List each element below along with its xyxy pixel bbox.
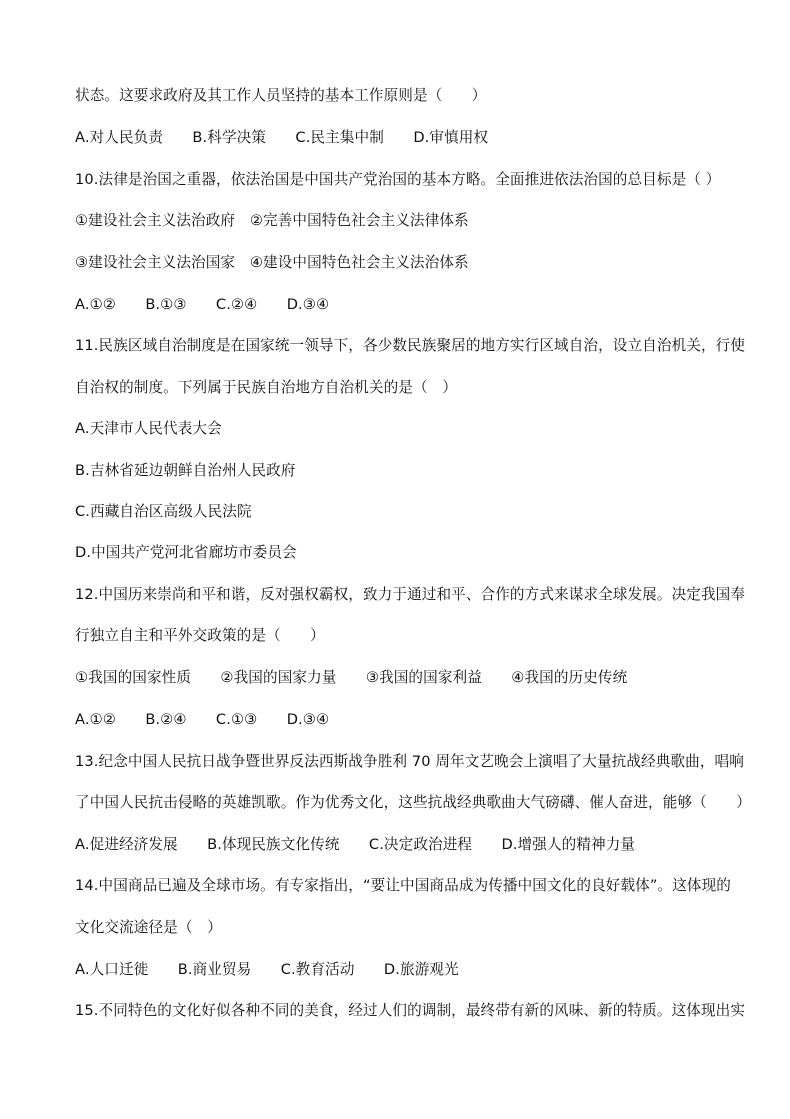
question-13-stem-line-2: 了中国人民抗击侵略的英雄凯歌。作为优秀文化，这些抗战经典歌曲大气磅礴、催人奋进，能够（ ） [75, 794, 751, 811]
question-11-option-c: C.西藏自治区高级人民法院 [75, 503, 252, 520]
question-11-option-a: A.天津市人民代表大会 [75, 420, 222, 437]
question-9-stem-end: 状态。这要求政府及其工作人员坚持的基本工作原则是（ ） [75, 87, 487, 104]
question-10-statements-3-4: ③建设社会主义法治国家 ④建设中国特色社会主义法治体系 [75, 254, 469, 271]
question-13-options: A.促进经济发展 B.体现民族文化传统 C.决定政治进程 D.增强人的精神力量 [75, 836, 636, 853]
question-14-stem-line-2: 文化交流途径是（ ） [75, 919, 222, 936]
question-11-stem-line-1: 11.民族区域自治制度是在国家统一领导下，各少数民族聚居的地方实行区域自治，设立自治机关，行使 [75, 337, 746, 354]
question-12-options: A.①② B.②④ C.①③ D.③④ [75, 711, 330, 728]
question-14-stem-line-1: 14.中国商品已遍及全球市场。有专家指出，“要让中国商品成为传播中国文化的良好载体”。这体现的 [75, 877, 731, 894]
question-10-options: A.①② B.①③ C.②④ D.③④ [75, 296, 330, 313]
question-14-options: A.人口迁徙 B.商业贸易 C.教育活动 D.旅游观光 [75, 961, 459, 978]
question-10-statements-1-2: ①建设社会主义法治政府 ②完善中国特色社会主义法律体系 [75, 212, 469, 229]
question-11-option-d: D.中国共产党河北省廊坊市委员会 [75, 544, 297, 561]
question-11-option-b: B.吉林省延边朝鲜自治州人民政府 [75, 462, 296, 479]
question-10-stem: 10.法律是治国之重器，依法治国是中国共产党治国的基本方略。全面推进依法治国的总目标是（ ） [75, 171, 721, 188]
question-15-stem-line-1: 15.不同特色的文化好似各种不同的美食，经过人们的调制，最终带有新的风味、新的特质。这体现出实 [75, 1002, 746, 1019]
question-9-options: A.对人民负责 B.科学决策 C.民主集中制 D.审慎用权 [75, 129, 489, 146]
question-12-stem-line-1: 12.中国历来崇尚和平和谐，反对强权霸权，致力于通过和平、合作的方式来谋求全球发展。决定我国奉 [75, 586, 746, 603]
question-12-statements: ①我国的国家性质 ②我国的国家力量 ③我国的国家利益 ④我国的历史传统 [75, 669, 628, 686]
question-12-stem-line-2: 行独立自主和平外交政策的是（ ） [75, 627, 325, 644]
question-11-stem-line-2: 自治权的制度。下列属于民族自治地方自治机关的是（ ） [75, 379, 458, 396]
question-13-stem-line-1: 13.纪念中国人民抗日战争暨世界反法西斯战争胜利 70 周年文艺晚会上演唱了大量抗战经典歌曲，唱响 [75, 753, 744, 770]
